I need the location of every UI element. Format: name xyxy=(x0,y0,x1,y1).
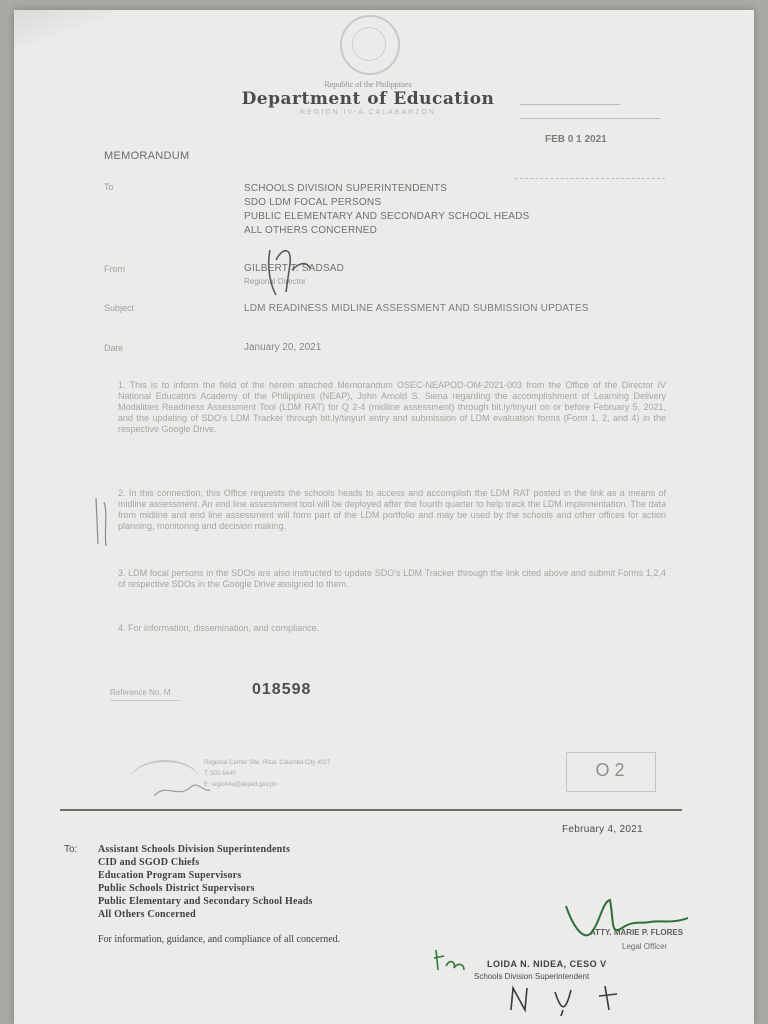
legal-officer-signature xyxy=(560,894,710,944)
addressee-line: SDO LDM FOCAL PERSONS xyxy=(244,197,382,208)
sds-title: Schools Division Superintendent xyxy=(474,972,590,981)
paragraph-3: 3. LDM focal persons in the SDOs are also instructed to update SDO's LDM Tracker through the link cited above and submit Forms 1,2,4 of respective SDOs in the Google Drive assigned to them. xyxy=(118,568,666,589)
stamp-line xyxy=(520,118,660,119)
memo-date: January 20, 2021 xyxy=(244,342,322,353)
recipient-line: CID and SGOD Chiefs xyxy=(98,857,200,868)
paragraph-4: 4. For information, dissemination, and compliance. xyxy=(118,623,320,633)
sds-initials xyxy=(505,980,645,1018)
footer-seal-signature xyxy=(152,778,212,802)
addressee-line: ALL OTHERS CONCERNED xyxy=(244,225,378,236)
subject-label: Subject xyxy=(104,303,135,313)
reference-label: Reference No. M xyxy=(110,688,171,697)
page-fold xyxy=(14,10,114,50)
paragraph-1: 1. This is to inform the field of the herein attached Memorandum OSEC-NEAPOD-OM-2021-003 from the Office of the Director IV National Educators Academy of the Philippines (NEAP), John Arnold S. Siena regarding the accomplishment of Learning Delivery Modalities Readiness Assessment Tool (LDM RAT) for Q 2-4 (midline assessment) through bit.ly/tinyurl on or before February 5, 2021, and the updating of SDO's LDM Tracker through bit.ly/tinyurl entry and submission of LDM evaluation forms (Form 1, 2, and 4) in the respective Google Drive. xyxy=(118,380,666,434)
recipient-line: Assistant Schools Division Superintendents xyxy=(98,844,291,855)
memorandum-label: MEMORANDUM xyxy=(104,150,190,162)
from-label: From xyxy=(104,264,125,274)
to-addressees xyxy=(244,182,529,238)
addressee-line: PUBLIC ELEMENTARY AND SECONDARY SCHOOL HEADS xyxy=(244,211,530,222)
deped-seal-inner xyxy=(352,27,386,61)
footer-email: E: region4a@deped.gov.ph xyxy=(204,782,277,788)
paragraph-2: 2. In this connection, this Office requests the schools heads to access and accomplish the LDM RAT posted in the link as a means of midline assessment. An end line assessment tool will be deployed after the fourth quarter to help track the LDM implementation. The data from midline and end line assessment will form part of the LDM portfolio and may be used by the schools and other offices for action planning, monitoring and decision making. xyxy=(118,488,666,531)
subject-text: LDM READINESS MIDLINE ASSESSMENT AND SUBMISSION UPDATES xyxy=(244,303,589,314)
addressee-line: SCHOOLS DIVISION SUPERINTENDENTS xyxy=(244,183,448,194)
to-label: To xyxy=(104,182,114,192)
from-title: Regional Director xyxy=(244,277,306,286)
sds-name: LOIDA N. NIDEA, CESO V xyxy=(487,959,607,969)
director-signature xyxy=(262,240,322,300)
recipient-line: All Others Concerned xyxy=(98,909,196,920)
footer-code: O 2 xyxy=(595,760,625,780)
date-label: Date xyxy=(104,343,124,353)
endorsement-recipients xyxy=(98,843,313,921)
reference-number: 018598 xyxy=(252,681,312,698)
endorsement-date: February 4, 2021 xyxy=(562,824,643,835)
republic-text: Republic of the Philippines xyxy=(324,80,412,89)
endorsement-to-label: To: xyxy=(64,844,78,855)
divider-rule xyxy=(60,809,682,811)
footer-address xyxy=(204,758,330,791)
footer-phone: T: 502-6440 xyxy=(204,771,236,777)
margin-mark xyxy=(92,494,112,550)
received-stamp-box xyxy=(515,160,665,179)
endorsement-instruction: For information, guidance, and compliance of all concerned. xyxy=(98,934,341,945)
legal-officer-name: ATTY. MARIE P. FLORES xyxy=(590,928,684,937)
for-signature xyxy=(430,944,470,974)
legal-officer-title: Legal Officer xyxy=(622,942,668,951)
from-name: GILBERT T. SADSAD xyxy=(244,263,345,274)
stamp-line xyxy=(520,104,620,105)
recipient-line: Education Program Supervisors xyxy=(98,870,242,881)
footer-address-line: Regional Center Site, Rizal, Calamba City 4027 xyxy=(204,760,331,766)
reference-underline xyxy=(110,700,180,711)
received-stamp-date: FEB 0 1 2021 xyxy=(545,134,607,145)
recipient-line: Public Elementary and Secondary School Heads xyxy=(98,896,313,907)
recipient-line: Public Schools District Supervisors xyxy=(98,883,255,894)
region-text: REGION IV-A CALABARZON xyxy=(300,109,436,116)
department-title: Department of Education xyxy=(241,89,495,109)
